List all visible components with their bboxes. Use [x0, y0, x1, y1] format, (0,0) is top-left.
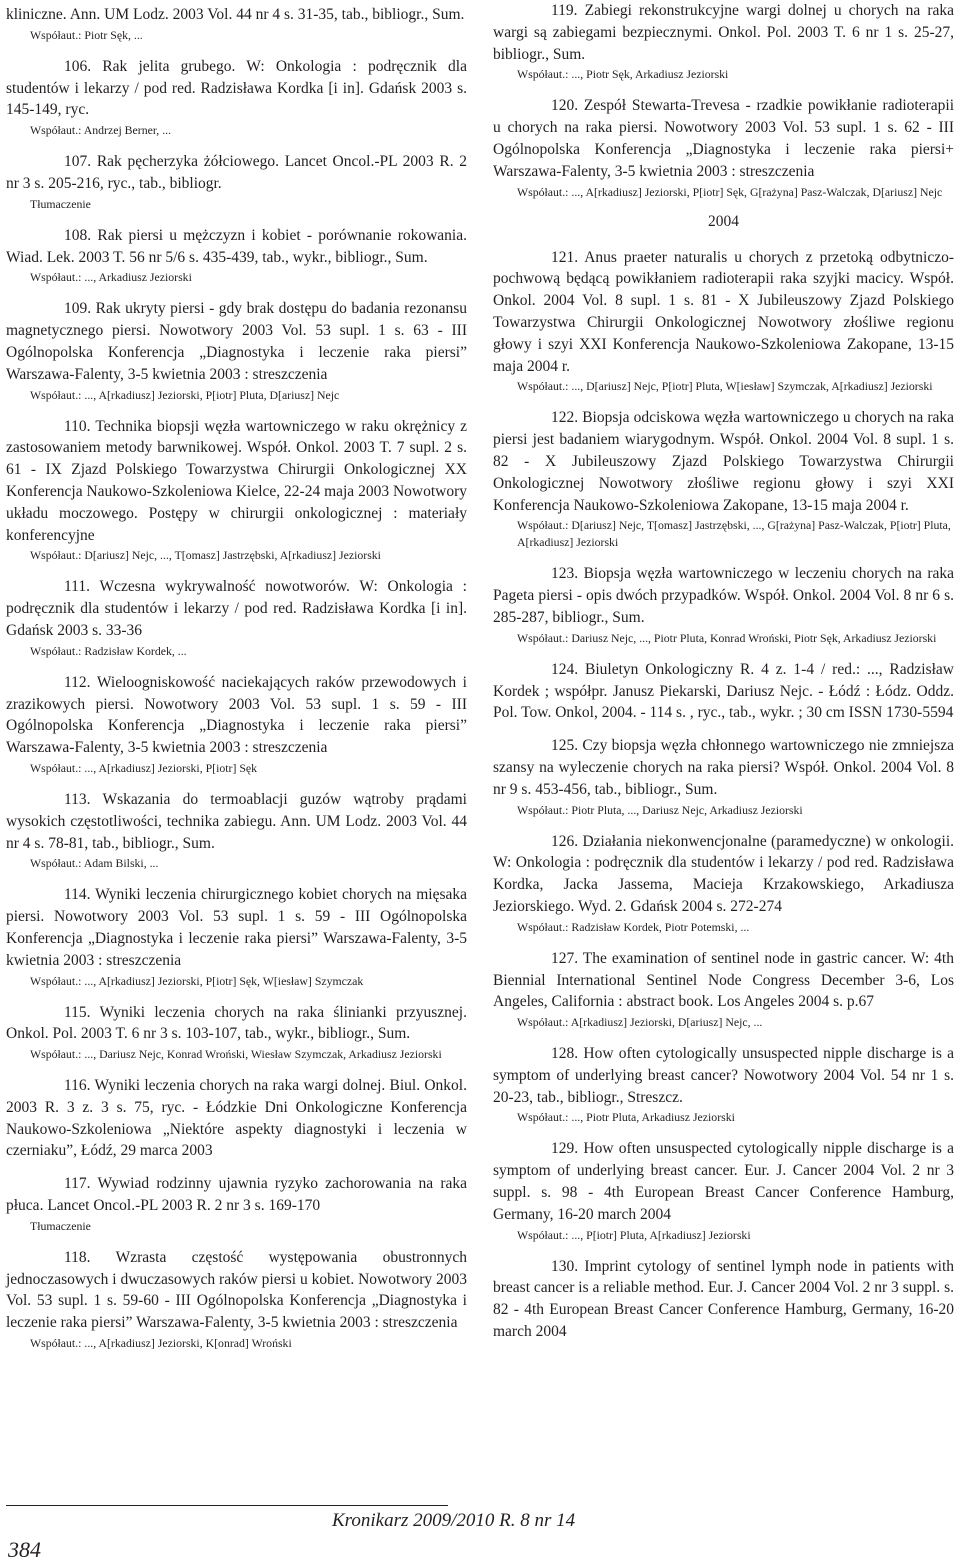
- entry-number: 119.: [551, 2, 578, 19]
- bibliography-entry: [493, 948, 954, 1013]
- entry-citation: The examination of sentinel node in gastric cancer. W: 4th Biennial International Sentinel Node Congress December 3-6, Los Angeles, California : abstract book. Los Angeles 2004 s. p.67: [493, 949, 954, 1011]
- entry-citation: How often unsuspected cytologically nipple discharge is a symptom of underlying breast cancer. Eur. J. Cancer 2004 Vol. 2 nr 3 suppl. s. 98 - 4th European Breast Cancer Conference Hamburg, Germany, 16-20 march 2004: [493, 1140, 955, 1223]
- entry-citation: Rak jelita grubego. W: Onkologia : podręcznik dla studentów i lekarzy / pod red. Radzisława Kordka [i in]. Gdańsk 2003 s. 145-149, ryc.: [6, 57, 467, 119]
- entry-number: 123.: [551, 565, 579, 583]
- bibliography-entry: [493, 735, 954, 800]
- entry-number: 118.: [64, 1248, 91, 1266]
- entry-citation: Rak ukryty piersi - gdy brak dostępu do badania rezonansu magnetycznego piersi. Nowotwory 2003 Vol. 53 supl. 1 s. 63 - III Ogólnopolska Konferencja „Diagnostyka i leczenie raka piersi” Warszawa-Falenty, 3-5 kwietnia 2003 : streszczenia: [6, 300, 467, 383]
- entry-number: 127.: [551, 949, 579, 967]
- entry-number: 121.: [551, 248, 579, 266]
- entry-coauthors: Współaut.: D[ariusz] Nejc, ..., T[omasz] Jastrzębski, A[rkadiusz] Jeziorski: [30, 548, 381, 563]
- entry-number: 120.: [551, 97, 579, 115]
- right-column-2003-entries: [493, 0, 954, 201]
- bibliography-entry: [6, 298, 467, 385]
- entry-coauthors: Współaut.: Adam Bilski, ...: [30, 856, 159, 871]
- bibliography-entry: [6, 884, 467, 971]
- year-heading: 2004: [708, 212, 739, 230]
- entry-citation: Biopsja odciskowa węzła wartowniczego u chorych na raka piersi jest badaniem wiarygodnym. Współ. Onkol. 2004 Vol. 8 supl. 1 s. 82 - X Jubileuszowy Zjazd Polskiego Towarzystwa Chirurgii Onkologicznej Nowotwory złośliwe regionu głowy i szyi XXI Konferencja Naukowo-Szkoleniowa Zakopane, 13-15 maja 2004 r.: [493, 409, 955, 514]
- entry-number: 113.: [64, 790, 91, 808]
- entry-number: 128.: [551, 1045, 579, 1063]
- entry-number: 111.: [64, 578, 90, 596]
- entry-citation: Technika biopsji węzła wartowniczego w raku okrężnicy z zastosowaniem metody barwnikowej. Współ. Onkol. 2003 T. 7 supl. 2 s. 61 - IX Zjazd Polskiego Towarzystwa Chirurgii Onkologicznej XX Konferencja Naukowo-Szkoleniowa Kielce, 22-24 maja 2003 Nowotwory układu moczowego. Postępy w chirurgii onkologicznej : materiały konferencyjne: [6, 417, 467, 544]
- entry-citation: Wzrasta częstość występowania obustronnych jednoczasowych i dwuczasowych raków piersi u kobiet. Nowotwory 2003 Vol. 53 supl. 1 s. 59-60 - III Ogólnopolska Konferencja „Diagnostyka i leczenie raka piersi” Warszawa-Falenty, 3-5 kwietnia 2003 : streszczenia: [6, 1248, 468, 1332]
- bibliography-entry: [6, 151, 467, 195]
- bibliography-entry: [6, 416, 467, 547]
- bibliography-entry: [6, 1075, 467, 1162]
- entry-coauthors: Współaut.: Piotr Pluta, ..., Dariusz Nejc, Arkadiusz Jeziorski: [517, 802, 803, 817]
- entry-citation: Biuletyn Onkologiczny R. 4 z. 1-4 / red.: ..., Radzisław Kordek ; współpr. Janusz Piekarski, Dariusz Nejc. - Łódź : Łódz. Oddz. Pol. Tow. Onkol, 2004. - 114 s. , ryc., tab., wykr. ; 30 cm ISSN 1730-5594: [493, 660, 955, 722]
- entry-number: 130.: [551, 1257, 579, 1275]
- bibliography-entry: [6, 1002, 467, 1046]
- entry-number: 114.: [64, 886, 91, 904]
- entry-citation: Rak piersi u mężczyzn i kobiet - porównanie rokowania. Wiad. Lek. 2003 T. 56 nr 5/6 s. 435-439, tab., wykr., bibliogr., Sum.: [6, 226, 467, 266]
- entry-coauthors: Współaut.: A[rkadiusz] Jeziorski, D[ariusz] Nejc, ...: [517, 1015, 763, 1030]
- bibliography-entry: [6, 672, 467, 759]
- entry-number: 106.: [64, 57, 92, 75]
- entry-citation: Rak pęcherzyka żółciowego. Lancet Oncol.-PL 2003 R. 2 nr 3 s. 205-216, ryc., tab., bibliogr.: [6, 153, 468, 192]
- bibliography-entry: [6, 1247, 467, 1334]
- entry-number: 116.: [64, 1077, 91, 1095]
- entry-coauthors: Współaut.: Piotr Sęk, ...: [30, 27, 143, 42]
- entry-citation: Imprint cytology of sentinel lymph node in patients with breast cancer is a reliable method. Eur. J. Cancer 2004 Vol. 2 nr 3 suppl. s. 82 - 4th European Breast Cancer Conference Hamburg, Germany, 16-20 march 2004: [493, 1257, 954, 1341]
- footer-rule: [6, 1505, 448, 1506]
- entry-citation: Wyniki leczenia chirurgicznego kobiet chorych na mięsaka piersi. Nowotwory 2003 Vol. 53 supl. 1 s. 59 - III Ogólnopolska Konferencja „Diagnostyka i leczenie raka piersi” Warszawa-Falenty, 3-5 kwietnia 2003 : streszczenia: [6, 886, 467, 969]
- footer-journal-title: Kronikarz 2009/2010 R. 8 nr 14: [332, 1510, 576, 1531]
- entry-coauthors: Współaut.: ..., A[rkadiusz] Jeziorski, P[iotr] Pluta, D[ariusz] Nejc: [30, 387, 340, 402]
- entry-number: 110.: [64, 417, 91, 435]
- entry-coauthors: Współaut.: ..., Dariusz Nejc, Konrad Wroński, Wiesław Szymczak, Arkadiusz Jeziorski: [30, 1047, 442, 1062]
- entry-number: 126.: [551, 832, 579, 850]
- entry-coauthors: Współaut.: D[ariusz] Nejc, T[omasz] Jastrzębski, ..., G[rażyna] Pasz-Walczak, P[iotr] Pluta, A[rkadiusz] Jeziorski: [517, 518, 951, 550]
- bibliography-entry: [493, 659, 954, 724]
- entry-coauthors: Współaut.: ..., Arkadiusz Jeziorski: [30, 270, 192, 285]
- entry-citation: Wczesna wykrywalność nowotworów. W: Onkologia : podręcznik dla studentów i lekarzy / pod red. Radzisława Kordka [i in]. Gdańsk 2003 s. 33-36: [6, 578, 467, 639]
- entry-coauthors: Współaut.: Radzisław Kordek, ...: [30, 643, 187, 658]
- entry-citation: Wyniki leczenia chorych na raka ślinianki przyusznej. Onkol. Pol. 2003 T. 6 nr 3 s. 103-107, tab., wykr., bibliogr., Sum.: [6, 1003, 467, 1043]
- entry-coauthors: Współaut.: ..., A[rkadiusz] Jeziorski, P[iotr] Sęk, W[iesław] Szymczak: [30, 973, 364, 988]
- bibliography-entry: [6, 789, 467, 854]
- entry-number: 108.: [64, 226, 92, 244]
- entry-coauthors: Współaut.: Radzisław Kordek, Piotr Potemski, ...: [517, 919, 750, 934]
- bibliography-entry: [6, 1173, 467, 1217]
- entry-coauthors: Współaut.: ..., A[rkadiusz] Jeziorski, P[iotr] Sęk: [30, 760, 258, 775]
- right-column: [493, 0, 954, 1354]
- entry-citation: Wieloogniskowość naciekających raków przewodowych i zrazikowych piersi. Nowotwory 2003 Vol. 53 supl. 1 s. 59 - III Ogólnopolska Konferencja „Diagnostyka i leczenie raka piersi” Warszawa-Falenty, 3-5 kwietnia 2003 : streszczenia: [6, 673, 467, 757]
- entry-coauthors: Współaut.: ..., P[iotr] Pluta, A[rkadiusz] Jeziorski: [517, 1227, 751, 1242]
- right-column-2004-entries: [493, 247, 954, 1343]
- entry-coauthors: Współaut.: ..., A[rkadiusz] Jeziorski, K[onrad] Wroński: [30, 1336, 292, 1351]
- entry-coauthors: Tłumaczenie: [30, 1218, 91, 1233]
- entry-citation: Działania niekonwencjonalne (paramedyczne) w onkologii. W: Onkologia : podręcznik dla studentów i lekarzy / pod red. Radzisława Kordka, Jacka Jassema, Macieja Krzakowskiego, Arkadiusza Jeziorskiego. Wyd. 2. Gdańsk 2004 s. 272-274: [493, 832, 955, 915]
- entry-number: 124.: [551, 660, 579, 678]
- entry-coauthors: Współaut.: ..., A[rkadiusz] Jeziorski, P[iotr] Sęk, G[rażyna] Pasz-Walczak, D[ariusz] Nejc: [517, 184, 943, 199]
- bibliography-entry: [493, 407, 954, 516]
- bibliography-entry: [493, 1138, 954, 1225]
- entry-citation: Wyniki leczenia chorych na raka wargi dolnej. Biul. Onkol. 2003 R. 3 z. 3 s. 75, ryc. - Łódzkie Dni Onkologiczne Konferencja Naukowo-Szkoleniowa „Niektóre aspekty diagnostyki i leczenia w czerniaku”, Łódź, 29 marca 2003: [6, 1077, 467, 1160]
- page-number: 384: [8, 1537, 41, 1562]
- entry-citation: Anus praeter naturalis u chorych z przetoką odbytniczo-pochwową będącą powikłaniem radioterapii raka szyjki macicy. Współ. Onkol. 2004 Vol. 8 supl. 1 s. 81 - X Jubileuszowy Zjazd Polskiego Towarzystwa Chirurgii Onkologicznej Nowotwory złośliwe regionu głowy i szyi XXI Konferencja Naukowo-Szkoleniowa Zakopane, 13-15 maja 2004 r.: [493, 248, 954, 375]
- entry-coauthors: Tłumaczenie: [30, 196, 91, 211]
- entry-citation: Zespół Stewarta-Trevesa - rzadkie powikłanie radioterapii u chorych na raka piersi. Nowotwory 2003 Vol. 53 supl. 1 s. 62 - III Ogólnopolska Konferencja „Diagnostyka i leczenie raka piersi+ Warszawa-Falenty, 3-5 kwietnia 2003 : streszczenia: [493, 97, 955, 180]
- entry-number: 107.: [64, 153, 92, 171]
- entry-coauthors: Współaut.: ..., D[ariusz] Nejc, P[iotr] Pluta, W[iesław] Szymczak, A[rkadiusz] Jeziorski: [517, 379, 933, 394]
- entry-citation: Wskazania do termoablacji guzów wątroby prądami wysokich częstotliwości, technika zabiegu. Ann. UM Lodz. 2003 Vol. 44 nr 4 s. 78-81, tab., bibliogr., Sum.: [6, 790, 467, 852]
- bibliography-entry: [493, 1043, 954, 1108]
- bibliography-entry: [6, 576, 467, 641]
- entry-number: 109.: [64, 300, 92, 318]
- entry-citation: kliniczne. Ann. UM Lodz. 2003 Vol. 44 nr 4 s. 31-35, tab., bibliogr., Sum.: [6, 6, 465, 23]
- bibliography-entry: [6, 225, 467, 269]
- bibliography-entry: [6, 4, 467, 26]
- entry-number: 112.: [64, 673, 91, 691]
- bibliography-entry: [493, 95, 954, 182]
- entry-number: 125.: [551, 737, 579, 755]
- entry-citation: Czy biopsja węzła chłonnego wartowniczego nie zmniejsza szansy na wyleczenie chorych na raka piersi? Współ. Onkol. 2004 Vol. 8 nr 9 s. 453-456, tab., bibliogr., Sum.: [493, 737, 954, 798]
- bibliography-entry: [493, 563, 954, 628]
- entry-coauthors: Współaut.: ..., Piotr Pluta, Arkadiusz Jeziorski: [517, 1110, 735, 1125]
- entry-number: 122.: [551, 409, 579, 427]
- entry-citation: Wywiad rodzinny ujawnia ryzyko zachorowania na raka płuca. Lancet Oncol.-PL 2003 R. 2 nr 3 s. 169-170: [6, 1175, 467, 1215]
- entry-number: 129.: [551, 1140, 579, 1158]
- entry-number: 117.: [64, 1175, 91, 1193]
- bibliography-entry: [493, 1256, 954, 1343]
- bibliography-entry: [6, 56, 467, 121]
- entry-citation: Zabiegi rekonstrukcyjne wargi dolnej u chorych na raka wargi są zabiegami bezpiecznymi. Onkol. Pol. 2003 T. 6 nr 1 s. 25-27, bibliogr., Sum.: [493, 2, 954, 63]
- left-column: [6, 0, 467, 1364]
- bibliography-entry: [493, 831, 954, 918]
- entry-coauthors: Współaut.: Dariusz Nejc, ..., Piotr Pluta, Konrad Wroński, Piotr Sęk, Arkadiusz Jeziorski: [517, 630, 937, 645]
- entry-number: 115.: [64, 1003, 91, 1021]
- bibliography-entry: [493, 0, 954, 65]
- entry-coauthors: Współaut.: Andrzej Berner, ...: [30, 123, 172, 138]
- bibliography-entry: [493, 247, 954, 378]
- entry-citation: How often cytologically unsuspected nipple discharge is a symptom of underlying breast cancer? Nowotwory 2004 Vol. 54 nr 1 s. 20-23, tab., bibliogr., Streszcz.: [493, 1045, 955, 1106]
- entry-citation: Biopsja węzła wartowniczego w leczeniu chorych na raka Pageta piersi - opis dwóch przypadków. Współ. Onkol. 2004 Vol. 8 nr 6 s. 285-287, bibliogr., Sum.: [493, 565, 955, 626]
- entry-coauthors: Współaut.: ..., Piotr Sęk, Arkadiusz Jeziorski: [517, 67, 729, 82]
